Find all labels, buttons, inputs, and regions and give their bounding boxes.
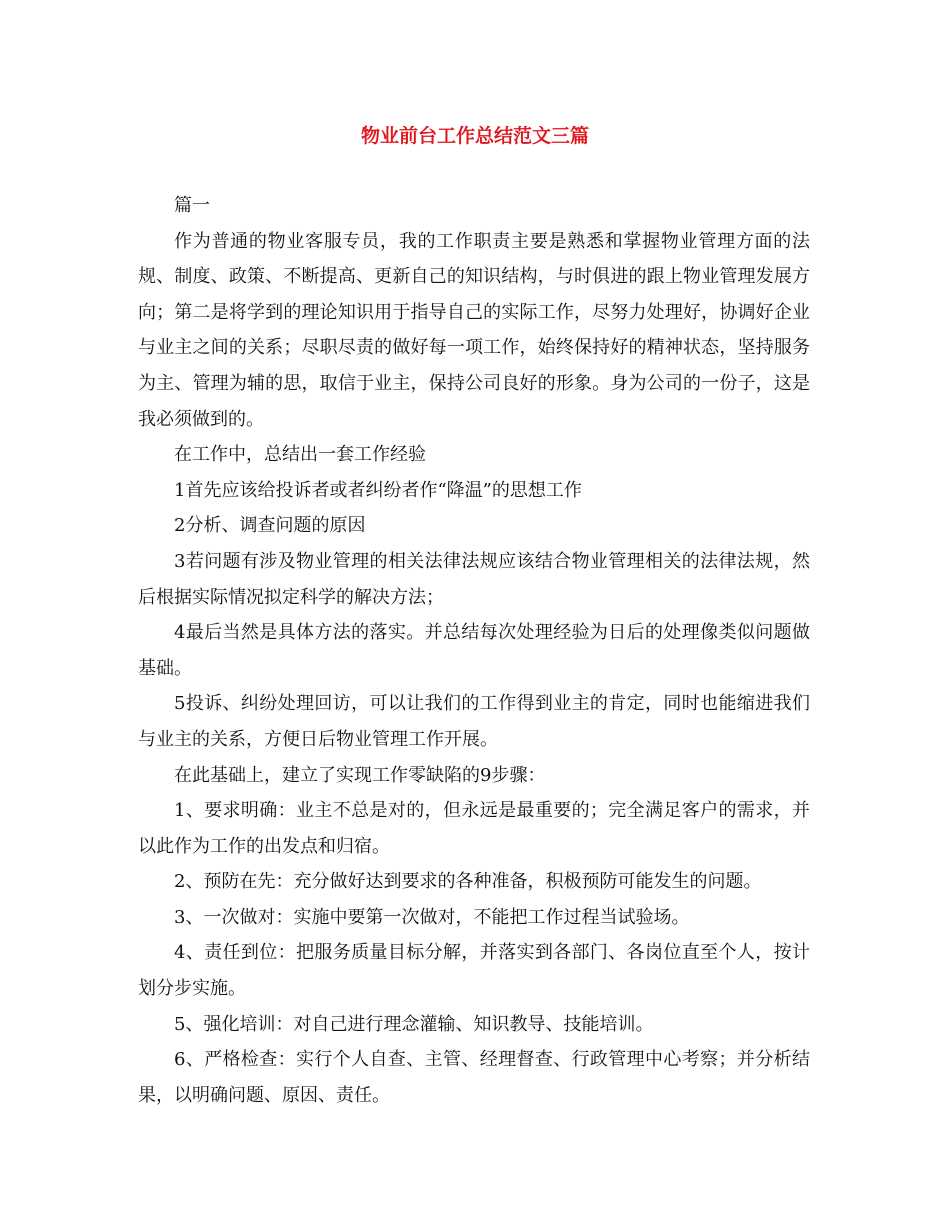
- step-item-6: 6、严格检查：实行个人自查、主管、经理督查、行政管理中心考察；并分析结果，以明确问题、原因、责任。: [138, 1049, 810, 1106]
- document-body: [138, 188, 810, 1113]
- step-item-2: 2、预防在先：充分做好达到要求的各种准备，积极预防可能发生的问题。: [174, 871, 762, 893]
- experience-item-5: 5投诉、纠纷处理回访，可以让我们的工作得到业主的肯定，同时也能缩进我们与业主的关系，方便日后物业管理工作开展。: [138, 693, 810, 750]
- step-item-5: 5、强化培训：对自己进行理念灌输、知识教导、技能培训。: [174, 1013, 654, 1035]
- experience-item-1: 1首先应该给投诉者或者纠纷者作“降温”的思想工作: [174, 479, 582, 501]
- paragraph-steps-heading: 在此基础上，建立了实现工作零缺陷的9步骤：: [174, 764, 546, 786]
- experience-item-4: 4最后当然是具体方法的落实。并总结每次处理经验为日后的处理像类似问题做基础。: [138, 622, 810, 679]
- experience-item-2: 2分析、调查问题的原因: [174, 515, 366, 537]
- section-heading: 篇一: [174, 195, 210, 216]
- paragraph-experience-heading: 在工作中，总结出一套工作经验: [174, 444, 426, 466]
- step-item-3: 3、一次做对：实施中要第一次做对，不能把工作过程当试验场。: [174, 906, 690, 928]
- step-item-4: 4、责任到位：把服务质量目标分解，并落实到各部门、各岗位直至个人，按计划分步实施。: [138, 942, 810, 1000]
- document-title: 物业前台工作总结范文三篇: [360, 125, 589, 147]
- paragraph-intro: 作为普通的物业客服专员，我的工作职责主要是熟悉和掌握物业管理方面的法规、制度、政策、不断提高、更新自己的知识结构，与时俱进的跟上物业管理发展方向；第二是将学到的理论知识用于指导自己的实际工作，尽努力处理好，协调好企业与业主之间的关系；尽职尽责的做好每一项工作，始终保持好的精神状态，坚持服务为主、管理为辅的思，取信于业主，保持公司良好的形象。身为公司的一份子，这是我必须做到的。: [138, 230, 810, 430]
- step-item-1: 1、要求明确：业主不总是对的，但永远是最重要的；完全满足客户的需求，并以此作为工作的出发点和归宿。: [138, 800, 810, 857]
- experience-item-3: 3若问题有涉及物业管理的相关法律法规应该结合物业管理相关的法律法规，然后根据实际情况拟定科学的解决方法；: [138, 550, 810, 608]
